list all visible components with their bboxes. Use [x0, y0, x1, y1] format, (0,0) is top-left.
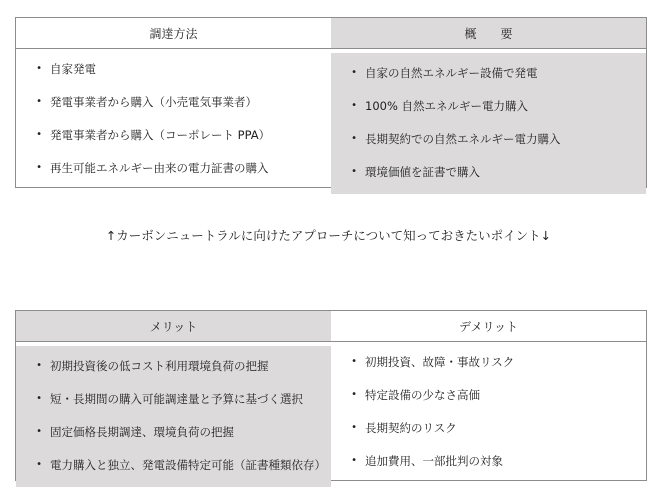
- list-item: • 長期契約での自然エネルギー電力購入: [341, 122, 646, 155]
- table-header-row: [16, 18, 646, 49]
- list-item: • 追加費用、一部批判の対象: [341, 444, 646, 477]
- bullet-icon: •: [351, 422, 357, 433]
- bullet-icon: •: [351, 389, 357, 400]
- list-item: • 特定設備の少なさ高価: [341, 378, 646, 411]
- demerit-column: [331, 342, 646, 487]
- list-item: • 自家の自然エネルギー設備で発電: [341, 56, 646, 89]
- table-header-row: [16, 311, 646, 342]
- merits-demerits-table: [15, 310, 647, 481]
- list-item: • 初期投資、故障・事故リスク: [341, 345, 646, 378]
- overview-column: [331, 53, 646, 194]
- header-procurement-method: 調達方法: [149, 26, 198, 41]
- method-column: [16, 49, 331, 198]
- bullet-icon: •: [36, 393, 42, 404]
- list-item: • 環境価値を証書で購入: [341, 155, 646, 188]
- procurement-methods-table: [15, 17, 647, 188]
- bullet-icon: •: [36, 129, 42, 140]
- approach-points-caption: ↑カーボンニュートラルに向けたアプローチについて知っておきたいポイント↓: [105, 228, 552, 243]
- bullet-icon: •: [36, 96, 42, 107]
- table-body: [16, 49, 646, 198]
- bullet-icon: •: [351, 455, 357, 466]
- list-item: • 長期契約のリスク: [341, 411, 646, 444]
- bullet-icon: •: [351, 356, 357, 367]
- table-body: [16, 342, 646, 487]
- header-merit: メリット: [16, 311, 331, 341]
- list-item: • 100% 自然エネルギー電力購入: [341, 89, 646, 122]
- merit-column: [16, 346, 331, 487]
- bullet-icon: •: [36, 360, 42, 371]
- list-item: • 短・長期間の購入可能調達量と予算に基づく選択: [26, 382, 331, 415]
- bullet-icon: •: [351, 100, 357, 111]
- bullet-icon: •: [36, 162, 42, 173]
- bullet-icon: •: [36, 426, 42, 437]
- list-item: • 固定価格長期調達、環境負荷の把握: [26, 415, 331, 448]
- list-item: • 発電事業者から購入（小売電気事業者）: [26, 85, 331, 118]
- list-item: • 発電事業者から購入（コーポレート PPA）: [26, 118, 331, 151]
- header-overview: 概 要: [331, 18, 646, 48]
- list-item: • 電力購入と独立、発電設備特定可能（証書種類依存）: [26, 448, 331, 481]
- list-item: • 再生可能エネルギー由来の電力証書の購入: [26, 151, 331, 184]
- list-item: • 自家発電: [26, 52, 331, 85]
- bullet-icon: •: [351, 166, 357, 177]
- bullet-icon: •: [36, 459, 42, 470]
- bullet-icon: •: [351, 67, 357, 78]
- bullet-icon: •: [351, 133, 357, 144]
- list-item: • 初期投資後の低コスト利用環境負荷の把握: [26, 349, 331, 382]
- header-demerit: デメリット: [458, 319, 519, 334]
- bullet-icon: •: [36, 63, 42, 74]
